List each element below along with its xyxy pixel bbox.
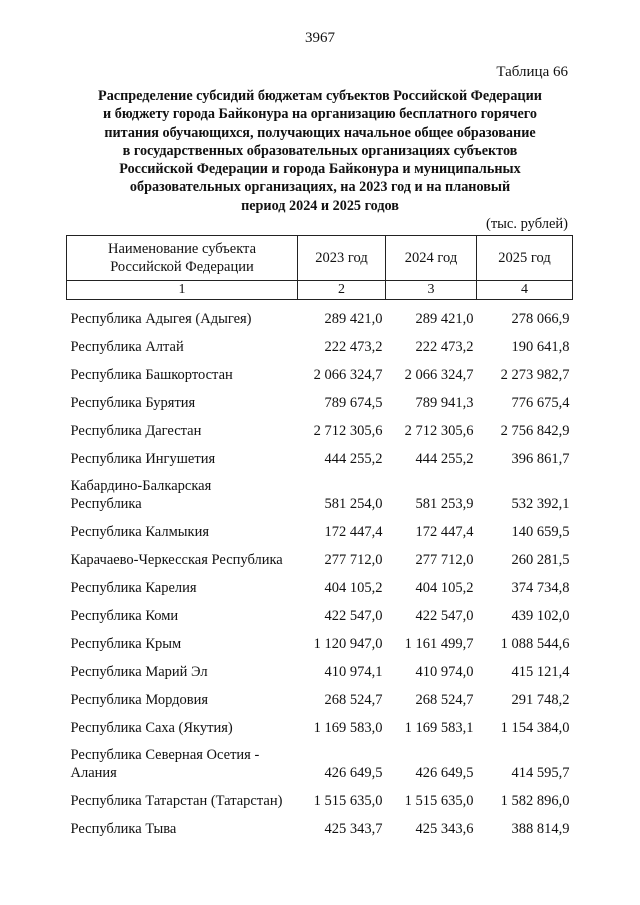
value-2024: 277 712,0: [415, 552, 474, 568]
value-2023: 1 120 947,0: [313, 636, 383, 652]
title-line: образовательных организациях, на 2023 год и на плановый: [129, 179, 511, 196]
table-row: [67, 737, 573, 782]
table-row: [67, 356, 573, 384]
table-body: [67, 300, 573, 839]
value-2024: 289 421,0: [415, 311, 474, 327]
value-2024: 1 161 499,7: [404, 636, 474, 652]
value-2023: 426 649,5: [324, 765, 383, 781]
table-row: [67, 300, 573, 329]
region-name: Республика Марий Эл: [70, 664, 208, 680]
table-row: [67, 384, 573, 412]
table-row: [67, 569, 573, 597]
region-name: Республика Тыва: [70, 821, 177, 837]
region-name: Республика Адыгея (Адыгея): [70, 311, 252, 327]
value-2025: 396 861,7: [511, 451, 570, 467]
value-2023: 581 254,0: [324, 496, 383, 512]
column-number: 3: [386, 281, 477, 300]
value-2024: 410 974,0: [415, 664, 474, 680]
title-line: в государственных образовательных организациях субъектов: [122, 142, 518, 159]
value-2025: 260 281,5: [511, 552, 570, 568]
header-name-line: Наименование субъекта: [107, 241, 257, 257]
table-row: [67, 513, 573, 541]
value-2024: 268 524,7: [415, 692, 474, 708]
region-name-line: Республика: [70, 496, 142, 512]
value-2024: 222 473,2: [415, 339, 474, 355]
table-row: [67, 782, 573, 810]
region-name-line: Республика Северная Осетия -: [70, 747, 260, 763]
region-name: Республика Татарстан (Татарстан): [70, 793, 283, 809]
column-number: 4: [477, 281, 573, 300]
value-2023: 172 447,4: [324, 524, 383, 540]
region-name: Республика Ингушетия: [70, 451, 216, 467]
page-number: 3967: [305, 30, 335, 46]
region-name: Республика Башкортостан: [70, 367, 233, 383]
region-name: Республика Коми: [70, 608, 179, 624]
value-2024: 2 712 305,6: [404, 423, 474, 439]
value-2025: 1 088 544,6: [500, 636, 570, 652]
region-name: Республика Бурятия: [70, 395, 196, 411]
value-2025: 2 273 982,7: [500, 367, 570, 383]
table-row: [67, 597, 573, 625]
value-2023: 404 105,2: [324, 580, 383, 596]
table-row: [67, 681, 573, 709]
region-name: Республика Алтай: [70, 339, 184, 355]
value-2023: 289 421,0: [324, 311, 383, 327]
title-line: и бюджету города Байконура на организацию бесплатного горячего: [103, 106, 537, 123]
value-2023: 2 066 324,7: [313, 367, 383, 383]
value-2025: 776 675,4: [511, 395, 570, 411]
column-number: 2: [298, 281, 386, 300]
value-2024: 444 255,2: [415, 451, 474, 467]
value-2023: 425 343,7: [324, 821, 383, 837]
value-2023: 2 712 305,6: [313, 423, 383, 439]
value-2023: 268 524,7: [324, 692, 383, 708]
value-2023: 444 255,2: [324, 451, 383, 467]
value-2025: 414 595,7: [511, 765, 570, 781]
table-row: [67, 810, 573, 838]
title-line: период 2024 и 2025 годов: [241, 197, 399, 214]
header-2023: 2023 год: [298, 236, 386, 281]
table-row: [67, 541, 573, 569]
table-row: [67, 709, 573, 737]
table-row: [67, 440, 573, 468]
value-2025: 1 582 896,0: [500, 793, 570, 809]
value-2024: 426 649,5: [415, 765, 474, 781]
value-2024: 404 105,2: [415, 580, 474, 596]
value-2024: 581 253,9: [415, 496, 474, 512]
value-2023: 222 473,2: [324, 339, 383, 355]
value-2023: 1 515 635,0: [313, 793, 383, 809]
region-name: Карачаево-Черкесская Республика: [70, 552, 283, 568]
value-2024: 2 066 324,7: [404, 367, 474, 383]
table-row: [67, 653, 573, 681]
region-name-line: Кабардино-Балкарская: [70, 478, 212, 494]
region-name: Республика Саха (Якутия): [70, 720, 233, 736]
region-name: Республика Крым: [70, 636, 182, 652]
value-2025: 190 641,8: [511, 339, 570, 355]
value-2023: 1 169 583,0: [313, 720, 383, 736]
title-line: Распределение субсидий бюджетам субъектов Российской Федерации: [98, 88, 542, 104]
table-row: [67, 328, 573, 356]
value-2025: 1 154 384,0: [500, 720, 570, 736]
table-label: Таблица 66: [496, 64, 568, 80]
value-2025: 2 756 842,9: [500, 423, 570, 439]
value-2024: 1 515 635,0: [404, 793, 474, 809]
title-line: питания обучающихся, получающих начальное общее образование: [104, 124, 536, 141]
table-title: [70, 87, 570, 215]
value-2023: 422 547,0: [324, 608, 383, 624]
value-2024: 172 447,4: [415, 524, 474, 540]
region-name: [67, 737, 298, 782]
table-row: [67, 625, 573, 653]
value-2024: 1 169 583,1: [404, 720, 474, 736]
region-name: [67, 468, 298, 513]
value-2023: 789 674,5: [324, 395, 383, 411]
value-2025: 291 748,2: [511, 692, 570, 708]
region-name: Республика Мордовия: [70, 692, 209, 708]
region-name: Республика Дагестан: [70, 423, 202, 439]
value-2024: 422 547,0: [415, 608, 474, 624]
units-note: (тыс. рублей): [486, 216, 568, 232]
table-row: [67, 412, 573, 440]
header-2024: 2024 год: [386, 236, 477, 281]
column-number: 1: [67, 281, 298, 300]
value-2023: 277 712,0: [324, 552, 383, 568]
header-region-name: [67, 236, 298, 281]
value-2025: 415 121,4: [511, 664, 570, 680]
value-2025: 388 814,9: [511, 821, 570, 837]
region-name-line: Алания: [70, 765, 117, 781]
title-line: Российской Федерации и города Байконура и муниципальных: [119, 161, 521, 178]
value-2025: 374 734,8: [511, 580, 570, 596]
region-name: Республика Карелия: [70, 580, 197, 596]
value-2025: 439 102,0: [511, 608, 570, 624]
header-name-line: Российской Федерации: [110, 259, 254, 275]
value-2025: 532 392,1: [511, 496, 570, 512]
table-row: [67, 468, 573, 513]
region-name: Республика Калмыкия: [70, 524, 209, 540]
value-2025: 140 659,5: [511, 524, 570, 540]
subsidies-table: [66, 235, 573, 838]
value-2024: 789 941,3: [415, 395, 474, 411]
header-2025: 2025 год: [477, 236, 573, 281]
table-header: [67, 236, 573, 300]
value-2024: 425 343,6: [415, 821, 474, 837]
value-2023: 410 974,1: [324, 664, 383, 680]
value-2025: 278 066,9: [511, 311, 570, 327]
